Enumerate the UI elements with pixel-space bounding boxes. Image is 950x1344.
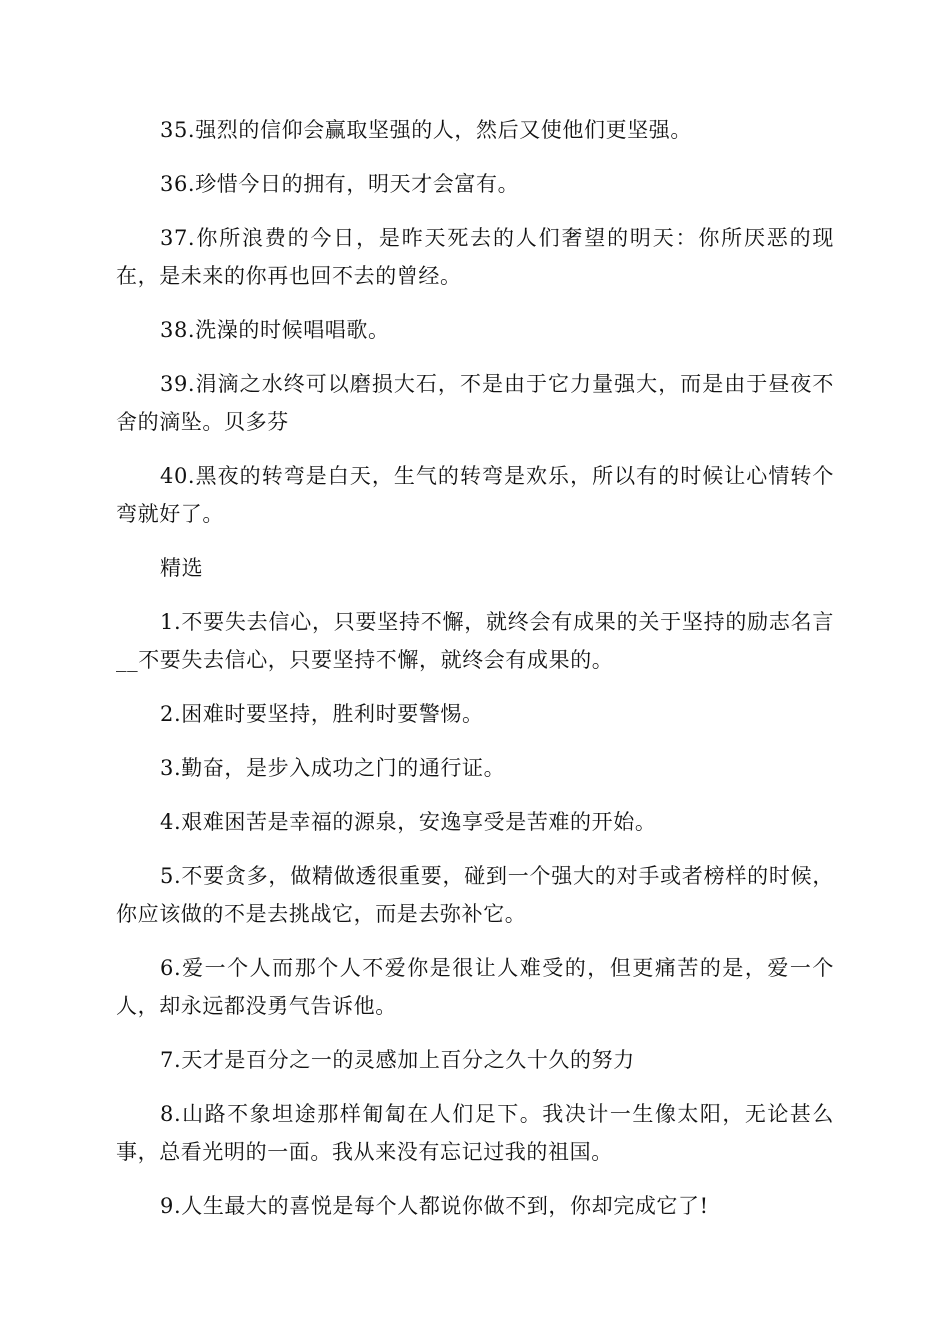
paragraph-40: 40.黑夜的转弯是白天，生气的转弯是欢乐，所以有的时候让心情转个弯就好了。 xyxy=(116,464,834,526)
paragraph-5: 5.不要贪多，做精做透很重要，碰到一个强大的对手或者榜样的时候，你应该做的不是去挑战它，而是去弥补它。 xyxy=(116,864,834,926)
paragraph-8: 8.山路不象坦途那样匍匐在人们足下。我决计一生像太阳，无论甚么事，总看光明的一面。我从来没有忘记过我的祖国。 xyxy=(116,1102,834,1164)
paragraph-7: 7.天才是百分之一的灵感加上百分之久十久的努力 xyxy=(160,1048,635,1072)
paragraph-38: 38.洗澡的时候唱唱歌。 xyxy=(160,318,390,342)
paragraph-36: 36.珍惜今日的拥有，明天才会富有。 xyxy=(160,172,520,196)
paragraph-1: 1.不要失去信心，只要坚持不懈，就终会有成果的关于坚持的励志名言__不要失去信心，只要坚持不懈，就终会有成果的。 xyxy=(116,610,834,672)
paragraph-3: 3.勤奋，是步入成功之门的通行证。 xyxy=(160,756,506,780)
paragraph-2: 2.困难时要坚持，胜利时要警惕。 xyxy=(160,702,484,726)
section-heading: 精选 xyxy=(160,556,204,580)
paragraph-39: 39.涓滴之水终可以磨损大石，不是由于它力量强大，而是由于昼夜不舍的滴坠。贝多芬 xyxy=(116,372,834,434)
paragraph-4: 4.艰难困苦是幸福的源泉，安逸享受是苦难的开始。 xyxy=(160,810,657,834)
paragraph-9: 9.人生最大的喜悦是每个人都说你做不到，你却完成它了! xyxy=(160,1194,709,1218)
document-body xyxy=(116,111,834,1241)
paragraph-35: 35.强烈的信仰会赢取坚强的人，然后又使他们更坚强。 xyxy=(160,118,692,142)
paragraph-6: 6.爱一个人而那个人不爱你是很让人难受的，但更痛苦的是，爱一个人，却永远都没勇气告诉他。 xyxy=(116,956,834,1018)
paragraph-37: 37.你所浪费的今日，是昨天死去的人们奢望的明天：你所厌恶的现在，是未来的你再也回不去的曾经。 xyxy=(116,226,834,288)
